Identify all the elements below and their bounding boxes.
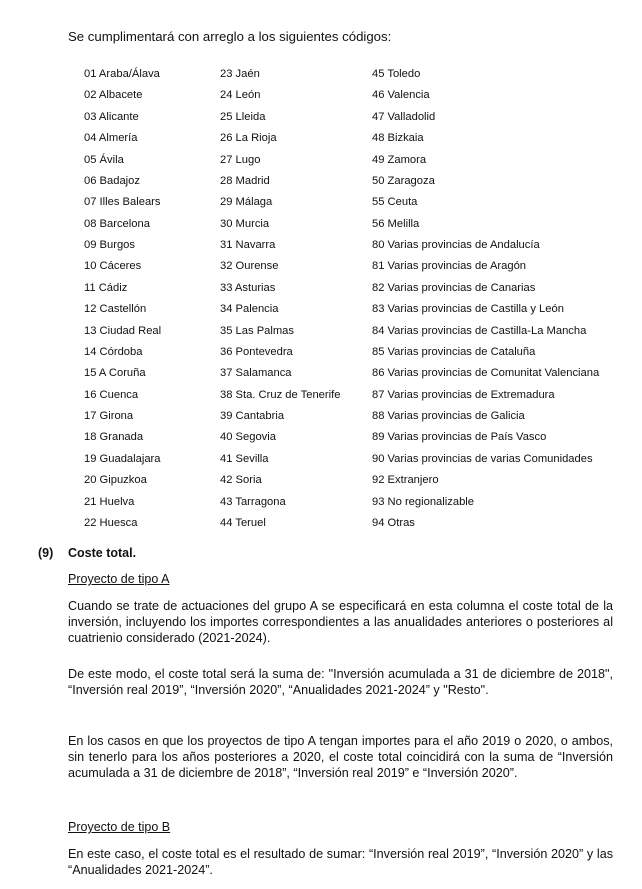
code-item: 49 Zamora bbox=[372, 153, 427, 166]
code-item: 08 Barcelona bbox=[84, 217, 150, 230]
code-item: 32 Ourense bbox=[220, 260, 279, 273]
code-item: 44 Teruel bbox=[220, 516, 266, 529]
codes-column-3 bbox=[372, 68, 642, 538]
paragraph-type-a-1: Cuando se trate de actuaciones del grupo A se especificará en esta columna el coste total de la inversión, incluyendo los importes correspondientes a las anualidades anteriores o posteriores al cuatrienio considerado (2021-2024). bbox=[68, 599, 613, 646]
code-item: 87 Varias provincias de Extremadura bbox=[372, 388, 555, 401]
code-item: 88 Varias provincias de Galicia bbox=[372, 410, 525, 422]
code-item: 86 Varias provincias de Comunitat Valenciana bbox=[372, 367, 600, 380]
code-item: 15 A Coruña bbox=[84, 367, 146, 380]
subheading-type-b: Proyecto de tipo B bbox=[68, 820, 171, 834]
code-item: 21 Huelva bbox=[84, 495, 135, 508]
code-item: 55 Ceuta bbox=[372, 196, 418, 209]
code-item: 02 Albacete bbox=[84, 89, 143, 102]
code-item: 22 Huesca bbox=[84, 516, 138, 529]
code-item: 16 Cuenca bbox=[84, 388, 139, 401]
code-item: 20 Gipuzkoa bbox=[84, 474, 147, 487]
code-item: 42 Soria bbox=[220, 474, 262, 487]
code-item: 14 Córdoba bbox=[84, 345, 143, 358]
code-item: 12 Castellón bbox=[84, 303, 147, 316]
code-item: 90 Varias provincias de varias Comunidades bbox=[372, 452, 593, 465]
code-item: 93 No regionalizable bbox=[372, 495, 474, 508]
code-item: 48 Bizkaia bbox=[372, 132, 424, 145]
code-item: 13 Ciudad Real bbox=[84, 324, 162, 337]
section-number: (9) bbox=[38, 546, 54, 560]
code-item: 05 Ávila bbox=[84, 153, 124, 166]
code-item: 84 Varias provincias de Castilla-La Mancha bbox=[372, 324, 587, 337]
code-item: 38 Sta. Cruz de Tenerife bbox=[220, 388, 341, 401]
code-item: 35 Las Palmas bbox=[220, 324, 295, 337]
code-item: 09 Burgos bbox=[84, 239, 135, 251]
code-item: 85 Varias provincias de Cataluña bbox=[372, 345, 536, 358]
code-item: 04 Almería bbox=[84, 132, 138, 145]
code-item: 41 Sevilla bbox=[220, 452, 269, 465]
code-item: 43 Tarragona bbox=[220, 495, 286, 508]
code-item: 18 Granada bbox=[84, 431, 144, 444]
code-item: 94 Otras bbox=[372, 516, 415, 529]
code-item: 81 Varias provincias de Aragón bbox=[372, 260, 527, 273]
code-item: 25 Lleida bbox=[220, 110, 266, 123]
paragraph-type-a-3: En los casos en que los proyectos de tipo A tengan importes para el año 2019 o 2020, o ambos, sin tenerlo para los años posteriores a 2020, el coste total coincidirá con la suma de “Inversión acumulada a 31 de diciembre de 2018”, “Inversión real 2019” e “Inversión 2020”. bbox=[68, 734, 613, 781]
code-item: 01 Araba/Álava bbox=[84, 68, 160, 80]
code-item: 33 Asturias bbox=[220, 281, 276, 294]
code-item: 82 Varias provincias de Canarias bbox=[372, 281, 536, 294]
section-title: Coste total. bbox=[68, 546, 137, 560]
code-item: 23 Jaén bbox=[220, 68, 260, 80]
codes-column-2 bbox=[220, 68, 372, 538]
code-item: 19 Guadalajara bbox=[84, 452, 161, 465]
code-item: 30 Murcia bbox=[220, 217, 270, 230]
code-item: 07 Illes Balears bbox=[84, 196, 161, 209]
code-item: 89 Varias provincias de País Vasco bbox=[372, 431, 547, 444]
paragraph-type-a-2: De este modo, el coste total será la suma de: "Inversión acumulada a 31 de diciembre de 2018", “Inversión real 2019”, “Inversión 2020”, “Anualidades 2021-2024” y "Resto". bbox=[68, 667, 613, 698]
code-item: 34 Palencia bbox=[220, 303, 279, 316]
code-item: 83 Varias provincias de Castilla y León bbox=[372, 303, 564, 316]
code-item: 92 Extranjero bbox=[372, 474, 439, 487]
code-item: 11 Cádiz bbox=[84, 281, 128, 294]
code-item: 80 Varias provincias de Andalucía bbox=[372, 239, 540, 251]
code-item: 29 Málaga bbox=[220, 196, 273, 209]
code-item: 39 Cantabria bbox=[220, 410, 285, 422]
code-item: 03 Alicante bbox=[84, 110, 139, 123]
code-item: 24 León bbox=[220, 89, 261, 102]
code-item: 27 Lugo bbox=[220, 153, 261, 166]
codes-column-1 bbox=[84, 68, 220, 538]
code-item: 10 Cáceres bbox=[84, 260, 142, 273]
paragraph-type-b-1: En este caso, el coste total es el resultado de sumar: “Inversión real 2019”, “Inversión 2020” y las “Anualidades 2021-2024”. bbox=[68, 847, 613, 878]
code-item: 06 Badajoz bbox=[84, 174, 140, 187]
code-item: 56 Melilla bbox=[372, 217, 420, 230]
subheading-type-a: Proyecto de tipo A bbox=[68, 572, 170, 586]
code-item: 17 Girona bbox=[84, 410, 134, 422]
code-item: 47 Valladolid bbox=[372, 110, 436, 123]
code-item: 50 Zaragoza bbox=[372, 174, 435, 187]
province-codes-list bbox=[84, 68, 642, 538]
code-item: 36 Pontevedra bbox=[220, 345, 293, 358]
code-item: 46 Valencia bbox=[372, 89, 430, 102]
code-item: 26 La Rioja bbox=[220, 132, 277, 145]
intro-text: Se cumplimentará con arreglo a los siguientes códigos: bbox=[68, 29, 392, 44]
code-item: 45 Toledo bbox=[372, 68, 421, 80]
code-item: 28 Madrid bbox=[220, 174, 270, 187]
code-item: 40 Segovia bbox=[220, 431, 276, 444]
code-item: 37 Salamanca bbox=[220, 367, 292, 380]
code-item: 31 Navarra bbox=[220, 239, 276, 251]
